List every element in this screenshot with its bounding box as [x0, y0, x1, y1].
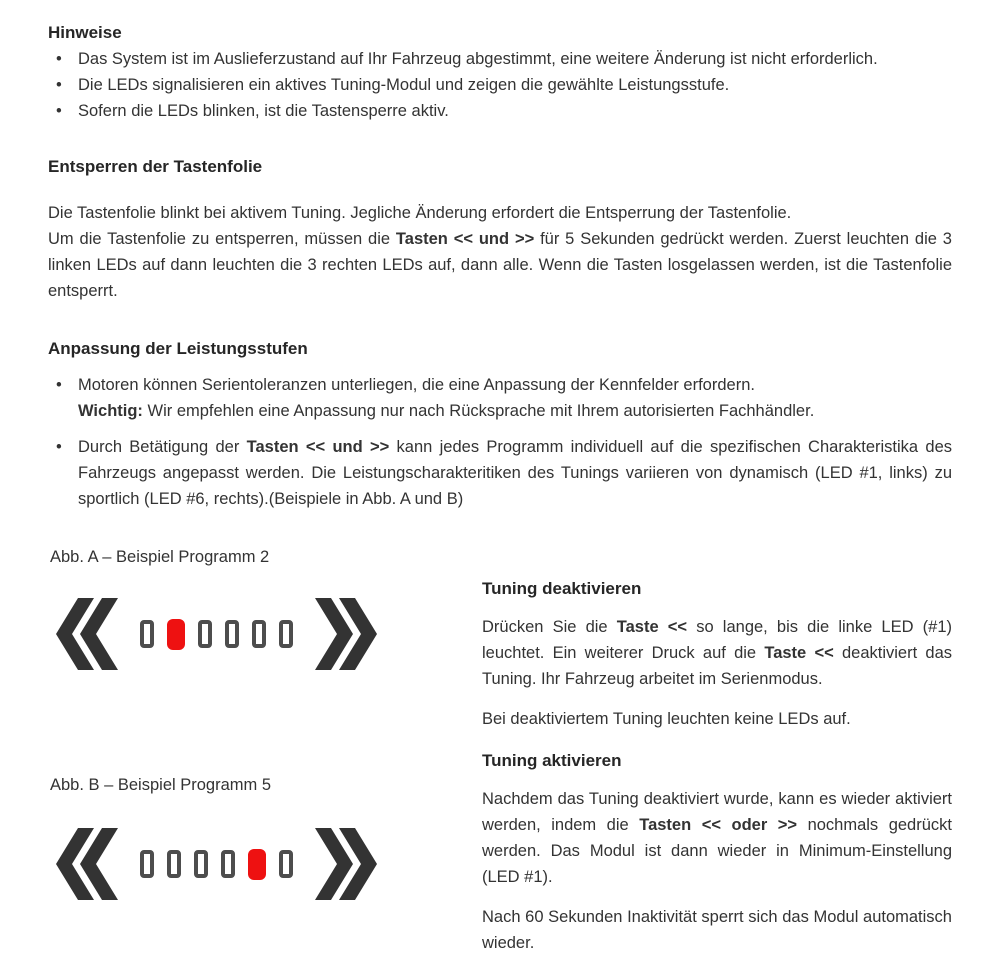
led-off-indicator — [252, 620, 266, 648]
list-item-text — [78, 98, 952, 124]
bullet-icon: • — [56, 50, 62, 68]
entsperren-paragraph — [48, 200, 952, 304]
led-off-indicator — [279, 620, 293, 648]
led-on-indicator — [167, 619, 185, 650]
led-off-indicator — [140, 850, 154, 878]
double-chevron-left-icon — [56, 598, 118, 670]
bold-text: Tasten << und >> — [395, 230, 535, 248]
tuning-deaktivieren-note: Bei deaktiviertem Tuning leuchten keine LEDs auf. — [482, 710, 851, 728]
bullet-icon: • — [56, 76, 62, 94]
paragraph-line: Motoren können Serientoleranzen unterliegen, die eine Anpassung der Kennfelder erfordern. — [78, 376, 755, 394]
led-off-indicator — [194, 850, 208, 878]
led-off-indicator — [140, 620, 154, 648]
tuning-aktivieren-title: Tuning aktivieren — [482, 751, 622, 770]
list-item-text — [78, 434, 952, 512]
bold-text: Taste << — [616, 618, 688, 636]
double-chevron-right-icon — [315, 828, 377, 900]
text: Wir empfehlen eine Anpassung nur nach Rücksprache mit Ihrem autorisierten Fachhändler. — [142, 402, 815, 420]
text: kann jedes Programm individuell auf die spezifischen Charakteristika des Fahrzeugs angepasst werden. Die Leistungscharakteritiken des Tunings variieren von dynamisch (LED #1, links) zu sportlich (LED #6, rechts).(Beispiele in Abb. A und B) — [78, 438, 952, 508]
paragraph-text — [48, 226, 952, 304]
led-off-indicator — [198, 620, 212, 648]
list-item — [48, 434, 952, 512]
double-chevron-right-icon — [315, 598, 377, 670]
text: deaktiviert das Tuning. Ihr Fahrzeug arbeitet im Serienmodus. — [482, 644, 952, 688]
hinweise-list — [48, 46, 952, 124]
text: Nachdem das Tuning deaktiviert wurde, kann es wieder aktiviert werden, indem die — [482, 790, 952, 834]
text: so lange, bis die linke LED (#1) leuchtet. Ein weiterer Druck auf die — [482, 618, 953, 662]
instructions-column — [482, 576, 952, 970]
section-hinweise — [48, 20, 952, 124]
bullet-icon: • — [56, 102, 62, 120]
list-item — [48, 372, 952, 424]
figure-a-label: Abb. A – Beispiel Programm 2 — [50, 548, 270, 566]
text: nochmals gedrückt werden. Das Modul ist dann wieder in Minimum-Einstellung (LED #1). — [482, 816, 952, 886]
section-entsperren — [48, 154, 952, 304]
bold-text: Tasten << und >> — [246, 438, 390, 456]
hinweise-title: Hinweise — [48, 23, 122, 42]
bold-text: Tasten << oder >> — [639, 816, 798, 834]
text: für 5 Sekunden gedrückt werden. Zuerst leuchten die 3 linken LEDs auf dann leuchten die 3 rechten LEDs auf, dann alle. Wenn die Tasten losgelassen werden, ist die Tastenfolie entsperrt. — [48, 230, 952, 300]
tuning-aktivieren-note: Nach 60 Sekunden Inaktivität sperrt sich das Modul automatisch wieder. — [482, 908, 952, 952]
led-display-figure-b — [56, 822, 377, 906]
led-row — [140, 849, 293, 880]
text: Sofern die LEDs blinken, ist die Tastensperre aktiv. — [78, 102, 449, 120]
tuning-aktivieren-paragraph — [482, 786, 952, 890]
tuning-deaktivieren-paragraph — [482, 614, 952, 692]
led-on-indicator — [248, 849, 266, 880]
bullet-icon: • — [56, 438, 62, 456]
list-item-text — [78, 72, 952, 98]
led-off-indicator — [279, 850, 293, 878]
text: Drücken Sie die — [482, 618, 617, 636]
led-off-indicator — [221, 850, 235, 878]
entsperren-title: Entsperren der Tastenfolie — [48, 157, 263, 176]
text: Durch Betätigung der — [78, 438, 247, 456]
list-item — [48, 98, 952, 124]
list-item-text — [78, 372, 952, 424]
led-off-indicator — [167, 850, 181, 878]
list-item — [48, 46, 952, 72]
bullet-icon: • — [56, 376, 62, 394]
text: Um die Tastenfolie zu entsperren, müssen die — [48, 230, 396, 248]
bold-text: Wichtig: — [78, 402, 143, 420]
figure-b-label: Abb. B – Beispiel Programm 5 — [50, 776, 272, 794]
led-row — [140, 619, 293, 650]
paragraph-line: Die Tastenfolie blinkt bei aktivem Tuning. Jegliche Änderung erfordert die Entsperrung der Tastenfolie. — [48, 204, 792, 222]
list-item — [48, 72, 952, 98]
led-display-figure-a — [56, 592, 377, 676]
text: Die LEDs signalisieren ein aktives Tuning-Modul und zeigen die gewählte Leistungsstufe. — [78, 76, 730, 94]
double-chevron-left-icon — [56, 828, 118, 900]
anpassung-list — [48, 372, 952, 512]
figures-and-instructions — [48, 536, 953, 952]
text: Das System ist im Auslieferzustand auf Ihr Fahrzeug abgestimmt, eine weitere Änderung ist nicht erforderlich. — [78, 50, 878, 68]
tuning-deaktivieren-title: Tuning deaktivieren — [482, 579, 642, 598]
section-anpassung — [48, 336, 952, 512]
list-item-text — [78, 46, 952, 72]
bold-text: Taste << — [764, 644, 834, 662]
paragraph-line — [78, 398, 952, 424]
led-off-indicator — [225, 620, 239, 648]
anpassung-title: Anpassung der Leistungsstufen — [48, 339, 308, 358]
